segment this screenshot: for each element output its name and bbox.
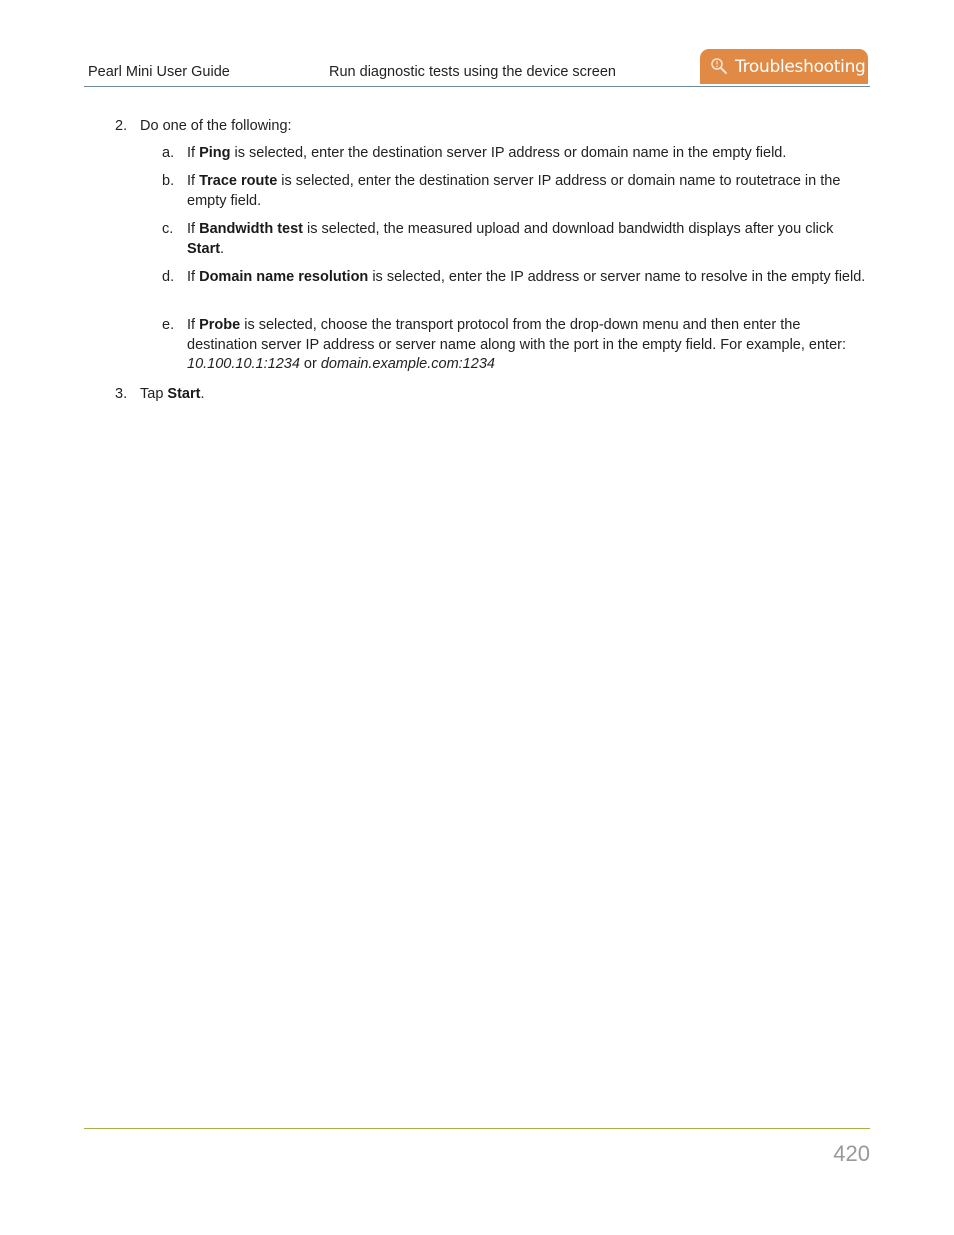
step-number: 3.: [115, 386, 128, 402]
item-text: [187, 316, 867, 375]
example-domain: domain.example.com:1234: [320, 356, 495, 372]
text-run: is selected, the measured upload and download bandwidth displays after you click: [303, 221, 834, 237]
item-text: [187, 220, 867, 259]
example-ip: 10.100.10.1:1234: [187, 356, 300, 372]
bandwidth-test-option: Bandwidth test: [199, 221, 304, 237]
magnifier-icon: [710, 57, 728, 75]
text-run: .: [200, 386, 205, 402]
text-run: .: [220, 240, 225, 257]
text-run: is selected, choose the transport protocol from the drop-down menu and then enter the destination server IP address or server name along with the port in the empty field. For example, enter:: [187, 317, 847, 353]
trace-route-option: Trace route: [199, 173, 278, 189]
text-run: or: [299, 356, 321, 372]
step-text: Do one of the following:: [140, 118, 292, 134]
item-letter: b.: [162, 173, 175, 189]
text-run: If: [187, 173, 200, 189]
header-rule: [84, 86, 870, 87]
ping-option: Ping: [199, 145, 231, 161]
text-run: If: [187, 317, 200, 333]
step-number: 2.: [115, 118, 128, 134]
domain-name-resolution-option: Domain name resolution: [199, 269, 369, 285]
item-text: [187, 172, 867, 211]
page-header: [84, 48, 870, 88]
text-run: If: [187, 145, 200, 161]
guide-title: Pearl Mini User Guide: [88, 64, 230, 80]
item-text: [187, 268, 867, 288]
topic-title: Run diagnostic tests using the device screen: [329, 64, 616, 80]
text-run: is selected, enter the destination server IP address or domain name in the empty field.: [230, 145, 787, 161]
text-run: If: [187, 221, 200, 237]
text-run: is selected, enter the destination server IP address or domain name to routetrace in the empty field.: [187, 173, 841, 209]
page-number: 420: [833, 1141, 870, 1166]
item-text: [187, 144, 867, 164]
text-run: Tap: [140, 386, 168, 402]
troubleshooting-tab[interactable]: [700, 49, 868, 84]
tab-label: Troubleshooting: [735, 57, 866, 77]
text-run: If: [187, 269, 200, 285]
item-letter: e.: [162, 317, 175, 333]
probe-option: Probe: [199, 317, 241, 333]
item-letter: d.: [162, 269, 175, 285]
item-letter: c.: [162, 221, 174, 237]
step-text: [140, 384, 205, 404]
item-letter: a.: [162, 145, 175, 161]
start-label: Start: [187, 240, 221, 257]
start-label: Start: [167, 386, 201, 402]
footer-rule: [84, 1128, 870, 1129]
text-run: is selected, enter the IP address or server name to resolve in the empty field.: [368, 269, 866, 285]
